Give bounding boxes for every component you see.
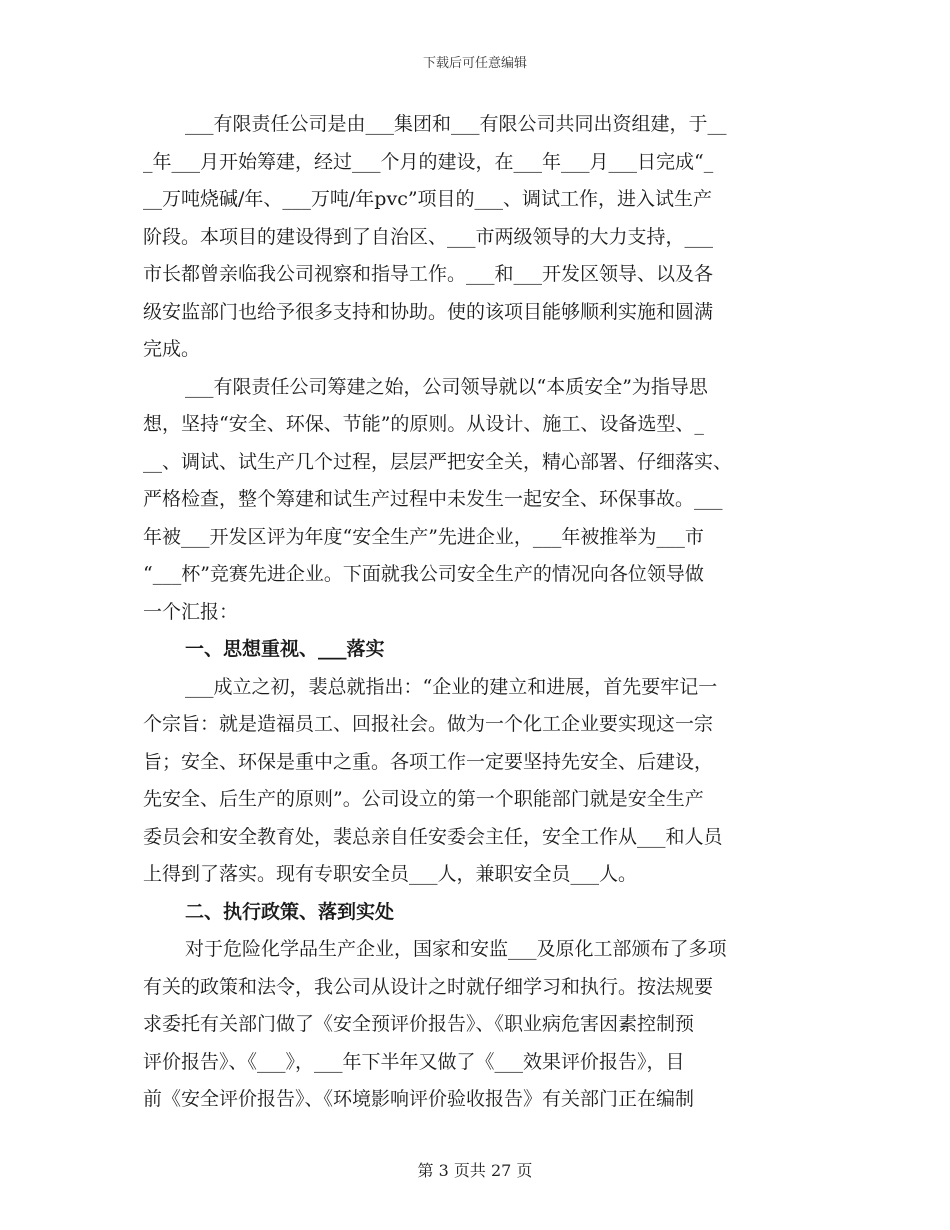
text-line: ___成立之初，裴总就指出：“企业的建立和进展，首先要牢记一 <box>185 675 718 698</box>
text-line: ___有限责任公司筹建之始，公司领导就以“本质安全”为指导思 <box>185 375 708 398</box>
text-line: 年被___开发区评为年度“安全生产”先进企业，___年被推举为___市 <box>143 525 704 548</box>
text-line: 市长都曾亲临我公司视察和指导工作。___和___开发区领导、以及各 <box>143 263 714 285</box>
text-line: 想，坚持“安全、环保、节能”的原则。从设计、施工、设备选型、_ <box>143 413 704 435</box>
section-heading: 二、执行政策、落到实处 <box>185 900 395 923</box>
text-line: 先安全、后生产的原则”。公司设立的第一个职能部门就是安全生产 <box>143 788 704 810</box>
text-line: 求委托有关部门做了《安全预评价报告》、《职业病危害因素控制预 <box>143 1013 695 1035</box>
text-line: “___杯”竞赛先进企业。下面就我公司安全生产的情况向各位领导做 <box>143 563 704 585</box>
document-body <box>143 106 815 1119</box>
text-line: 旨；安全、环保是重中之重。各项工作一定要坚持先安全、后建设， <box>143 750 714 773</box>
text-line: 级安监部门也给予很多支持和协助。使的该项目能够顺利实施和圆满 <box>143 300 714 323</box>
text-line: 一个汇报： <box>143 600 239 623</box>
text-line: 委员会和安全教育处，裴总亲自任安委会主任，安全工作从___和人员 <box>143 825 723 848</box>
section-heading: 一、思想重视、___落实 <box>185 638 385 660</box>
text-line: 上得到了落实。现有专职安全员___人，兼职安全员___人。 <box>143 863 638 885</box>
text-line: 有关的政策和法令，我公司从设计之时就仔细学习和执行。按法规要 <box>143 975 714 998</box>
page-footer: 第 3 页共 27 页 <box>417 1161 533 1180</box>
text-line: _年___月开始筹建，经过___个月的建设，在___年___月___日完成“_ <box>143 150 714 173</box>
text-line: 评价报告》、《___》，___年下半年又做了《___效果评价报告》，目 <box>143 1050 685 1073</box>
text-line: 阶段。本项目的建设得到了自治区、___市两级领导的大力支持，___ <box>143 225 714 248</box>
text-line: __、调试、试生产几个过程，层层严把安全关，精心部署、仔细落实、 <box>143 450 733 473</box>
text-line: 严格检查，整个筹建和试生产过程中未发生一起安全、环保事故。___ <box>143 488 723 510</box>
text-line: 前《安全评价报告》、《环境影响评价验收报告》有关部门正在编制 <box>143 1088 695 1110</box>
text-line: __万吨烧碱/年、___万吨/年pvc”项目的___、调试工作，进入试生产 <box>143 188 713 210</box>
text-line: 完成。 <box>143 338 201 360</box>
text-line: 对于危险化学品生产企业，国家和安监___及原化工部颁布了多项 <box>185 938 727 960</box>
text-line: ___有限责任公司是由___集团和___有限公司共同出资组建，于__ <box>185 113 727 135</box>
page-header: 下载后可任意编辑 <box>422 56 527 71</box>
text-line: 个宗旨：就是造福员工、回报社会。做为一个化工企业要实现这一宗 <box>143 713 714 735</box>
